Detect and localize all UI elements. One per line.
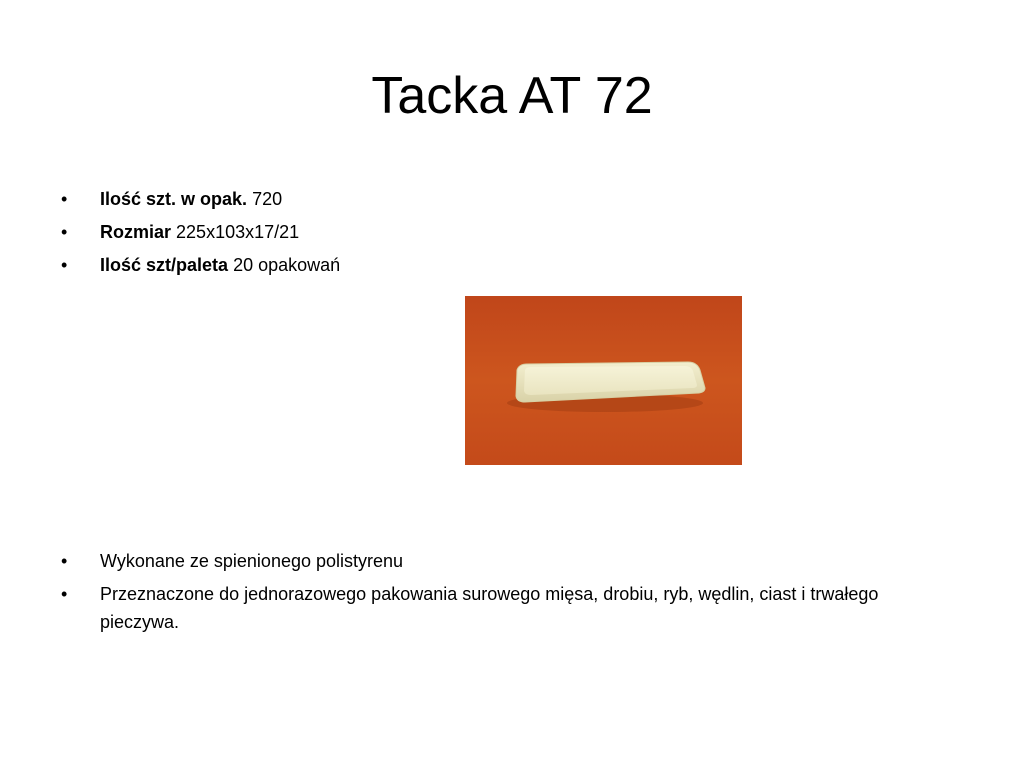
spec-value: 225x103x17/21 [176,222,300,242]
note-item [0,580,1024,636]
bullet-icon: • [61,551,68,571]
product-photo [465,296,742,465]
bullet-icon: • [61,189,68,209]
bullet-icon: • [61,255,68,275]
spec-item-pallet [0,251,1024,279]
spec-label: Rozmiar [100,222,172,242]
note-item [0,547,1024,575]
slide-title: Tacka AT 72 [371,67,653,125]
note-text: Wykonane ze spienionego polistyrenu [100,551,404,571]
bullet-icon: • [61,222,68,242]
spec-value: 20 opakowań [233,255,341,275]
spec-list [0,185,1024,284]
spec-label: Ilość szt. w opak. [100,189,248,209]
notes-list [0,547,1024,641]
spec-item-size [0,218,1024,246]
bullet-icon: • [61,584,68,604]
spec-item-quantity [0,185,1024,213]
tray-image [465,296,742,465]
spec-value: 720 [252,189,283,209]
note-text: Przeznaczone do jednorazowego pakowania surowego mięsa, drobiu, ryb, wędlin, ciast i trwałego pieczywa. [100,584,879,632]
spec-label: Ilość szt/paleta [100,255,229,275]
